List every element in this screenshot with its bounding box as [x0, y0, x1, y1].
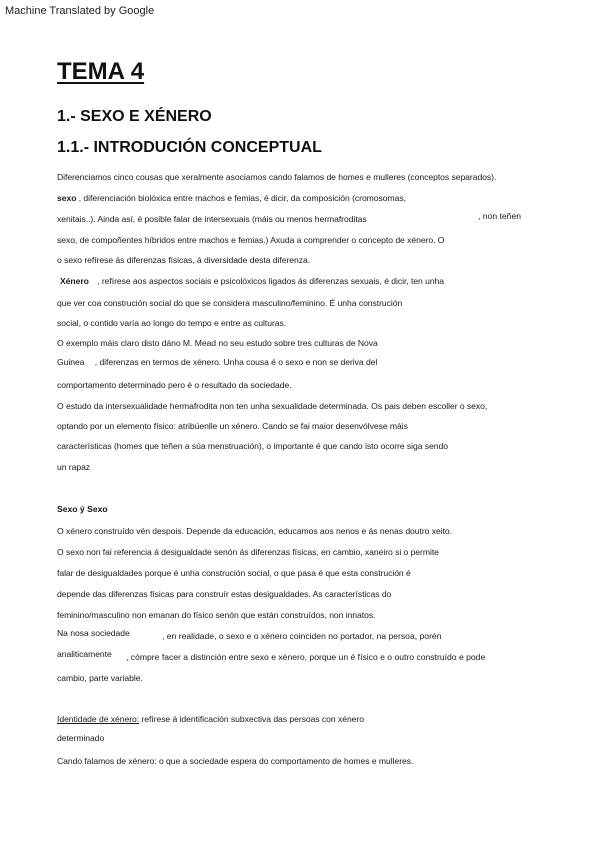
- identity-line-1: Identidade de xénero: refírese á identificación subxectiva das persoas con xénero: [57, 714, 364, 724]
- intersexuality-line-4: un rapaz: [57, 462, 91, 472]
- intersexuality-line-3: características (homes que teñen a súa menstruación), o importante é que cando isto ocorre siga sendo: [57, 441, 448, 451]
- section2-line-1: O xénero construído vén despois. Depende da educación, educamos aos nenos e ás nenas doutro xeito.: [57, 526, 452, 536]
- xenero-definition-line-3: social, o contido varía ao longo do tempo e entre as culturas.: [57, 318, 287, 328]
- identity-line-2: determinado: [57, 733, 105, 743]
- xenero-definition-line-1: Xénero , refírese aos aspectos sociais e psicolóxicos ligados ás diferenzas sexuais, é dicir, ten unha: [60, 276, 445, 286]
- section2-line-7-start: analiticamente: [57, 649, 112, 659]
- mead-example-line-2: Guinea , diferenzas en termos de xénero. Unha cousa é o sexo e non se deriva del: [57, 357, 378, 367]
- section2-line-5: feminino/masculino non emanan do físico senón que están construídos, non innatos.: [57, 610, 376, 620]
- section-heading-sexo-xenero: 1.- SEXO E XÉNERO: [57, 108, 212, 125]
- section2-line-4: depende das diferenzas físicas para construír estas desigualdades. As características do: [57, 589, 392, 599]
- xenero-definition-line-2: que ver coa construción social do que se considera masculino/feminino. É unha construción: [57, 298, 403, 308]
- gender-expectation-line: Cando falamos de xénero: o que a sociedade espera do comportamento de homes e mulleres.: [57, 756, 414, 766]
- section-heading-introducion: 1.1.- INTRODUCIÓN CONCEPTUAL: [57, 139, 322, 156]
- mead-example-line-3: comportamento determinado pero é o resultado da sociedade.: [57, 380, 292, 390]
- identity-term: Identidade de xénero:: [57, 714, 140, 724]
- section2-line-2: O sexo non fai referencia á desigualdade senón ás diferenzas físicas, en cambio, xaneiro si o permite: [57, 547, 439, 557]
- mead-example-line-1: O exemplo máis claro disto dáno M. Mead no seu estudo sobre tres culturas de Nova: [57, 338, 378, 348]
- section2-line-3: falar de desigualdades porque é unha construción social, o que pasa é que esta construción é: [57, 568, 411, 578]
- section2-line-8: cambio, parte variable.: [57, 673, 143, 683]
- section2-line-7-end: , cómpre facer a distinción entre sexo e xénero, porque un é físico e o outro construído e pode: [126, 652, 486, 662]
- sexo-definition-line-2-end: , non teñen: [478, 211, 522, 221]
- intro-paragraph: Diferenciamos cinco cousas que xeralmente asociamos cando falamos de homes e mulleres (conceptos separados).: [57, 172, 497, 182]
- page-title: TEMA 4: [57, 58, 145, 85]
- intersexuality-line-1: O estudo da intersexualidade hermafrodita non ten unha sexualidade determinada. Os pais deben escoller o sexo,: [57, 401, 488, 411]
- section2-line-6-start: Na nosa sociedade: [57, 628, 130, 638]
- sexo-definition-line-3: sexo, de compoñentes híbridos entre machos e femias.) Axuda a comprender o concepto de xénero. O: [57, 235, 445, 245]
- sexo-term: sexo: [57, 193, 77, 203]
- subheading-sexo: Sexo ý Sexo: [57, 504, 108, 514]
- sexo-definition-line-2: xenitais..). Ainda así, é posible falar de intersexuais (máis ou menos hermafroditas: [57, 214, 367, 224]
- intersexuality-line-2: optando por un elemento físico: atribúenlle un xénero. Cando se fai maior desenvólvese máis: [57, 421, 408, 431]
- sexo-definition-line-4: o sexo refírese ás diferenzas físicas, á diversidade desta diferenza.: [57, 255, 311, 265]
- section2-line-6-end: , en realidade, o sexo e o xénero coinciden no portador, na persoa, porén: [162, 631, 442, 641]
- sexo-definition-line-1: sexo , diferenciación biolóxica entre machos e femias, é dicir, da composición (cromosomas,: [57, 193, 406, 203]
- machine-translated-banner: Machine Translated by Google: [5, 5, 155, 17]
- xenero-term: Xénero: [60, 276, 89, 286]
